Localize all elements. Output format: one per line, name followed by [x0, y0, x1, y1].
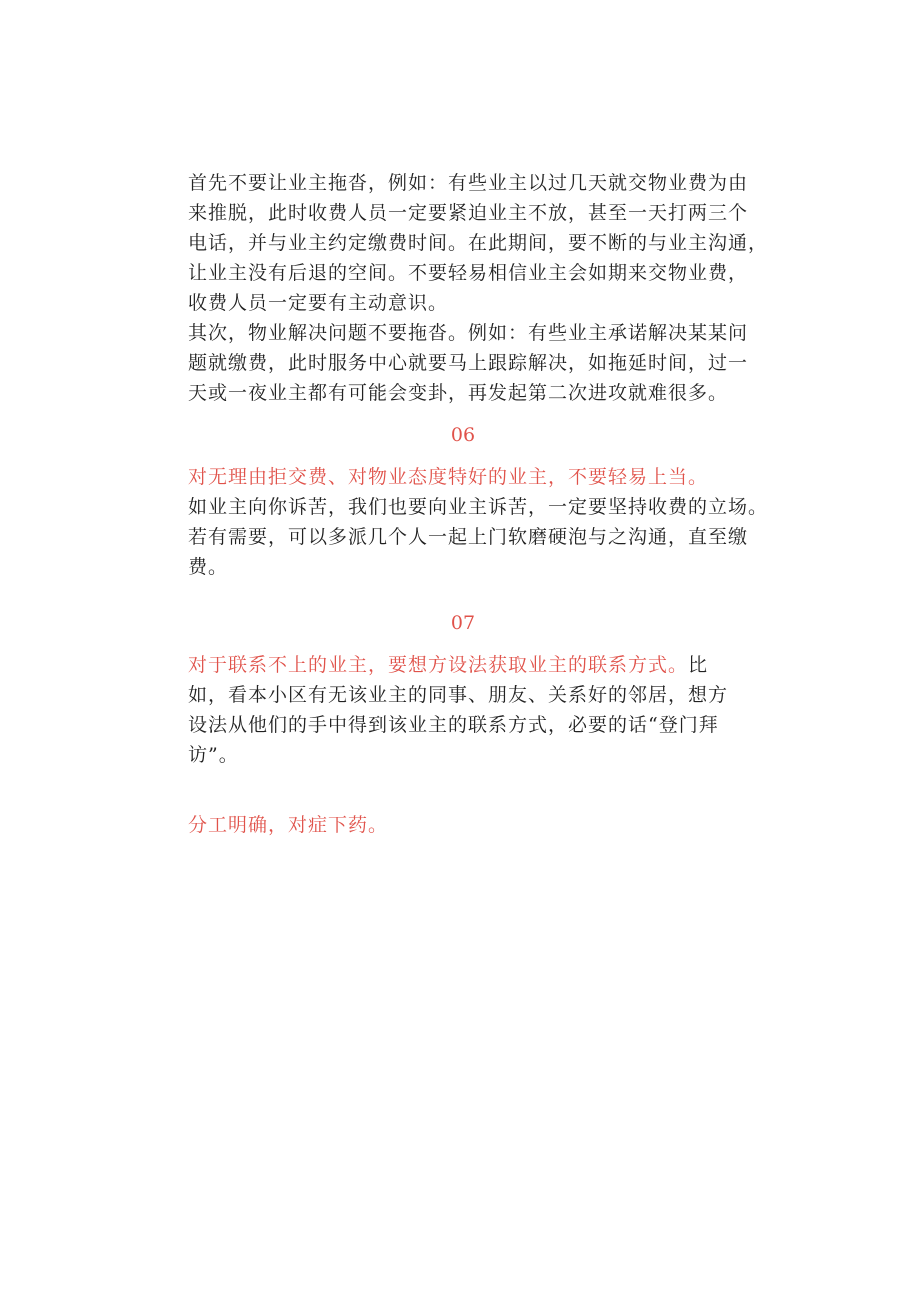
paragraph-line: 天或一夜业主都有可能会变卦，再发起第二次进攻就难很多。 [188, 382, 729, 404]
paragraph-line: 如，看本小区有无该业主的同事、朋友、关系好的邻居，想方 [188, 684, 729, 706]
section-heading-06: 对无理由拒交费、对物业态度特好的业主，不要轻易上当。 [188, 466, 709, 488]
section-heading-07-line [188, 650, 748, 680]
section-heading-07: 对于联系不上的业主，要想方设法获取业主的联系方式。 [188, 654, 689, 676]
paragraph-line: 如业主向你诉苦，我们也要向业主诉苦，一定要坚持收费的立场。 [188, 496, 769, 518]
paragraph-line: 首先不要让业主拖沓，例如：有些业主以过几天就交物业费为由 [188, 172, 749, 194]
paragraph-line: 题就缴费，此时服务中心就要马上跟踪解决，如拖延时间，过一 [188, 352, 749, 374]
section-number-06: 06 [450, 424, 476, 446]
paragraph-line: 其次，物业解决问题不要拖沓。例如：有些业主承诺解决某某问 [188, 322, 749, 344]
section-heading-07-tail: 比 [688, 654, 709, 676]
paragraph-line: 若有需要，可以多派几个人一起上门软磨硬泡与之沟通，直至缴 [188, 526, 749, 548]
document-page [188, 168, 769, 840]
paragraph-line: 电话，并与业主约定缴费时间。在此期间，要不断的与业主沟通， [188, 232, 769, 254]
section-heading-08: 分工明确，对症下药。 [188, 814, 389, 836]
paragraph-line: 来推脱，此时收费人员一定要紧迫业主不放，甚至一天打两三个 [188, 202, 749, 224]
paragraph-line: 让业主没有后退的空间。不要轻易相信业主会如期来交物业费， [188, 262, 749, 284]
paragraph-line: 费。 [188, 556, 229, 578]
section-number-07: 07 [450, 612, 476, 634]
paragraph-line: 设法从他们的手中得到该业主的联系方式，必要的话“登门拜 [188, 714, 719, 736]
paragraph-line: 访”。 [188, 744, 239, 766]
paragraph-line: 收费人员一定要有主动意识。 [188, 292, 449, 314]
